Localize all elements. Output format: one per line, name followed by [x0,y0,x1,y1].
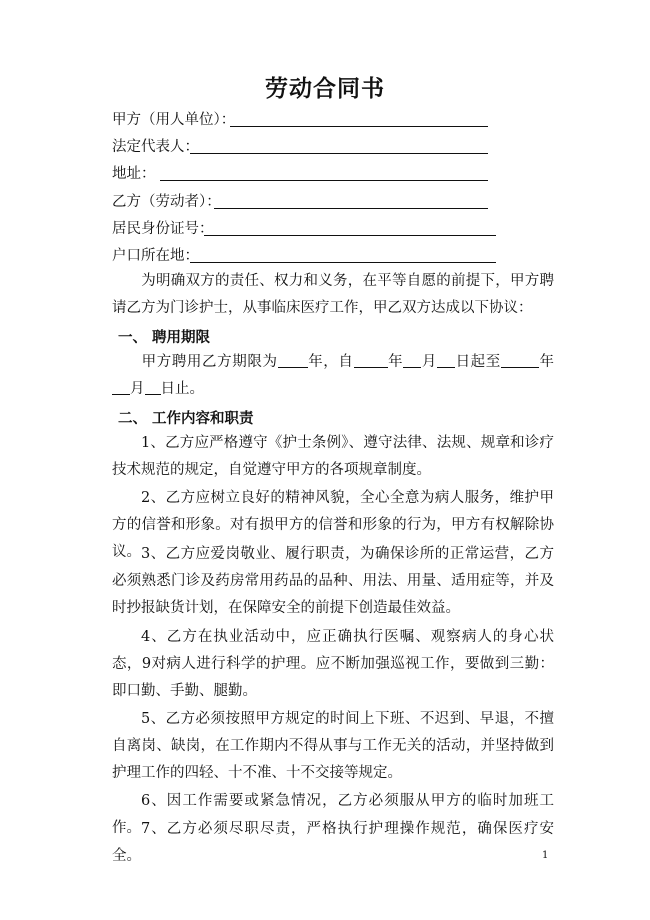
term-text-c: 年 [387,354,404,370]
page-number: 1 [542,850,549,861]
field-employer-line[interactable] [230,126,488,127]
start-month-blank[interactable] [403,351,421,368]
field-residence-line[interactable] [190,262,496,263]
section-1-paragraph [112,349,554,403]
field-residence [112,244,199,268]
field-address-line[interactable] [160,180,488,181]
intro-text: 为明确双方的责任、权力和义务，在平等自愿的前提下，甲方聘请乙方为门诊护士，从事临床医疗工作，甲乙双方达成以下协议： [112,273,554,317]
end-day-blank[interactable] [145,378,161,395]
duty-item-3 [112,541,554,623]
intro-paragraph [112,268,554,322]
term-years-blank[interactable] [278,351,308,368]
field-residence-label: 户口所在地： [112,248,199,264]
end-month-blank[interactable] [112,378,130,395]
end-year-blank[interactable] [501,351,539,368]
duty-item-4-text: 4、乙方在执业活动中，应正确执行医嘱、观察病人的身心状态，9对病人进行科学的护理。应不断加强巡视工作，要做到三勤：即口勤、手勤、腿勤。 [112,629,554,700]
term-text-g: 月 [130,381,145,398]
field-id-number-line[interactable] [204,235,496,236]
field-employee-line[interactable] [214,208,488,209]
field-id-number-label: 居民身份证号： [112,221,214,237]
section-1-heading: 一、 聘用期限 [118,329,211,346]
field-employee-label: 乙方（劳动者）： [112,194,221,210]
duty-item-5-text: 5、乙方必须按照甲方规定的时间上下班、不迟到、早退，不擅自离岗、缺岗，在工作期内不得从事与工作无关的活动，并坚持做到护理工作的四轻、十不准、十不交接等规定。 [112,711,554,782]
field-legal-rep [112,135,199,159]
duty-item-4 [112,624,554,706]
document-title: 劳动合同书 [265,75,385,102]
field-address [112,162,156,186]
start-day-blank[interactable] [437,351,455,368]
duty-item-1 [112,430,554,484]
field-employer-label: 甲方（用人单位）： [112,112,236,128]
field-legal-rep-label: 法定代表人： [112,139,199,155]
term-text-b: 年，自 [307,354,354,370]
duty-item-5 [112,706,554,788]
duty-item-6-text: 6、因工作需要或紧急情况，乙方必须服从甲方的临时加班工作。 [112,793,554,837]
term-text-e: 日起至 [454,354,501,370]
duty-item-3-text: 3、乙方应爱岗敬业、履行职责，为确保诊所的正常运营，乙方必须熟悉门诊及药房常用药品的品种、用法、用量、适用症等，并及时抄报缺货计划，在保障安全的前提下创造最佳效益。 [112,546,554,617]
field-legal-rep-line[interactable] [190,153,488,154]
term-text-a: 甲方聘用乙方期限为 [141,354,278,370]
section-2-heading: 二、 工作内容和职责 [118,410,254,427]
term-text-d: 月 [421,354,437,370]
duty-item-7 [112,816,554,870]
term-text-f: 年 [538,354,555,370]
duty-item-2-text: 2、乙方应树立良好的精神风貌，全心全意为病人服务，维护甲方的信誉和形象。对有损甲方的信誉和形象的行为，甲方有权解除协议。 [112,490,554,561]
field-employer [112,108,235,132]
start-year-blank[interactable] [354,351,388,368]
duty-item-1-text: 1、乙方应严格遵守《护士条例》、遵守法律、法规、规章和诊疗技术规范的规定，自觉遵守甲方的各项规章制度。 [112,435,554,479]
field-employee [112,190,221,214]
duty-item-7-text: 7、乙方必须尽职尽责，严格执行护理操作规范，确保医疗安全。 [112,821,554,865]
term-text-h: 日止。 [160,381,204,398]
field-address-label: 地址： [112,166,156,182]
field-id-number [112,217,214,241]
